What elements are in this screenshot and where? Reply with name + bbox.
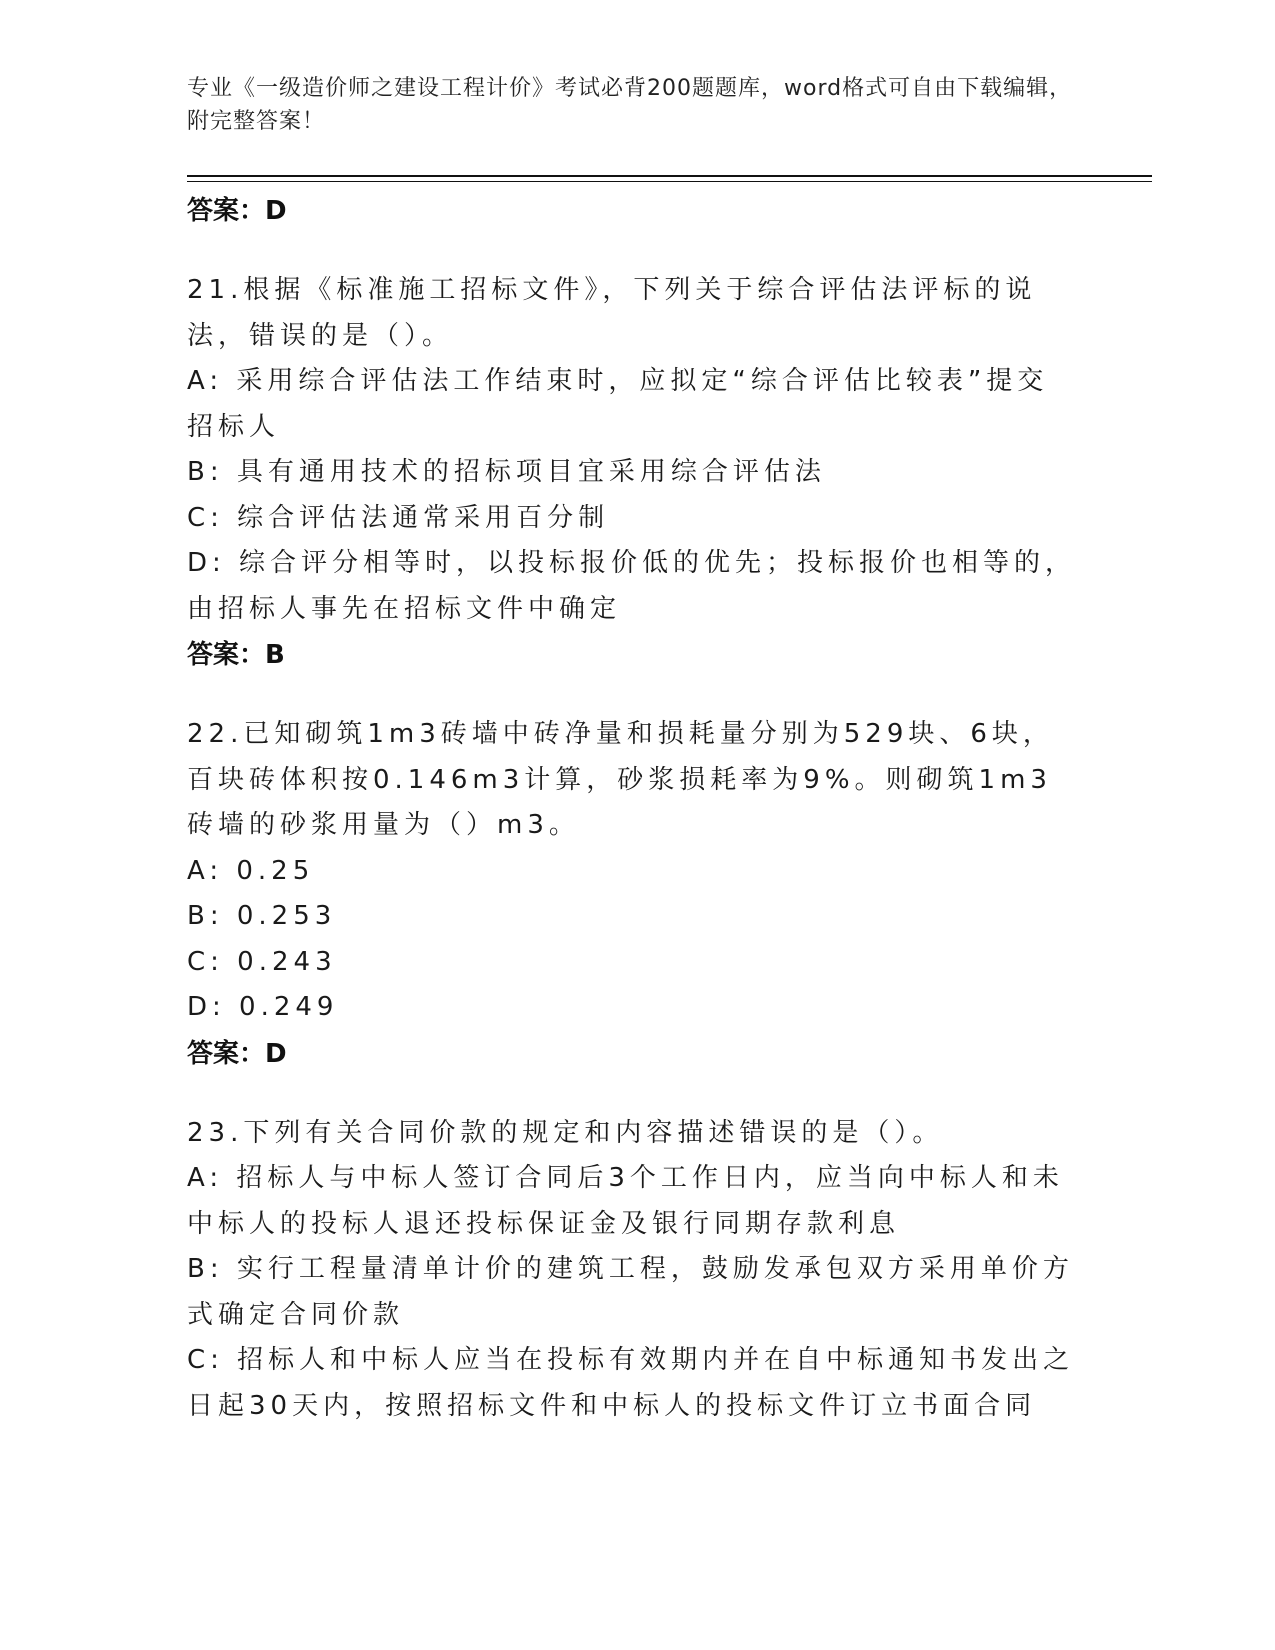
question-21 [187, 268, 1077, 678]
option-b: B: 实行工程量清单计价的建筑工程，鼓励发承包双方采用单价方式确定合同价款 [187, 1254, 1074, 1330]
option-a: A: 采用综合评估法工作结束时，应拟定“综合评估比较表”提交招标人 [187, 366, 1049, 442]
option-c: C: 招标人和中标人应当在投标有效期内并在自中标通知书发出之日起30天内，按照招标文件和中标人的投标文件订立书面合同 [187, 1345, 1075, 1421]
option-d: D: 综合评分相等时，以投标报价低的优先；投标报价也相等的，由招标人事先在招标文件中确定 [187, 548, 1077, 624]
option-d: D: 0.249 [187, 992, 339, 1022]
answer-label: 答案：B [187, 640, 285, 670]
answer-label: 答案：D [187, 1038, 287, 1069]
header-divider-thin [187, 181, 1152, 182]
option-a: A: 招标人与中标人签订合同后3个工作日内，应当向中标人和未中标人的投标人退还投标保证金及银行同期存款利息 [187, 1163, 1064, 1239]
option-b: B: 0.253 [187, 901, 337, 931]
question-stem: 21.根据《标准施工招标文件》，下列关于综合评估法评标的说法，错误的是（）。 [187, 275, 1037, 351]
question-22 [187, 712, 1077, 1077]
option-c: C: 0.243 [187, 946, 337, 977]
document-header: 专业《一级造价师之建设工程计价》考试必背200题题库，word格式可自由下载编辑，附完整答案！ [187, 76, 1073, 134]
option-c: C: 综合评估法通常采用百分制 [187, 502, 610, 533]
question-23 [187, 1111, 1077, 1430]
option-a: A: 0.25 [187, 855, 315, 886]
answer-label: 答案：D [187, 196, 287, 226]
option-b: B: 具有通用技术的招标项目宜采用综合评估法 [187, 457, 826, 487]
question-content [187, 188, 1077, 1463]
question-stem: 22.已知砌筑1m3砖墙中砖净量和损耗量分别为529块、6块，百块砖体积按0.146m3计算，砂浆损耗率为9%。则砌筑1m3砖墙的砂浆用量为（）m3。 [187, 719, 1054, 840]
header-divider-thick [187, 175, 1152, 177]
question-stem: 23.下列有关合同价款的规定和内容描述错误的是（）。 [187, 1117, 944, 1148]
